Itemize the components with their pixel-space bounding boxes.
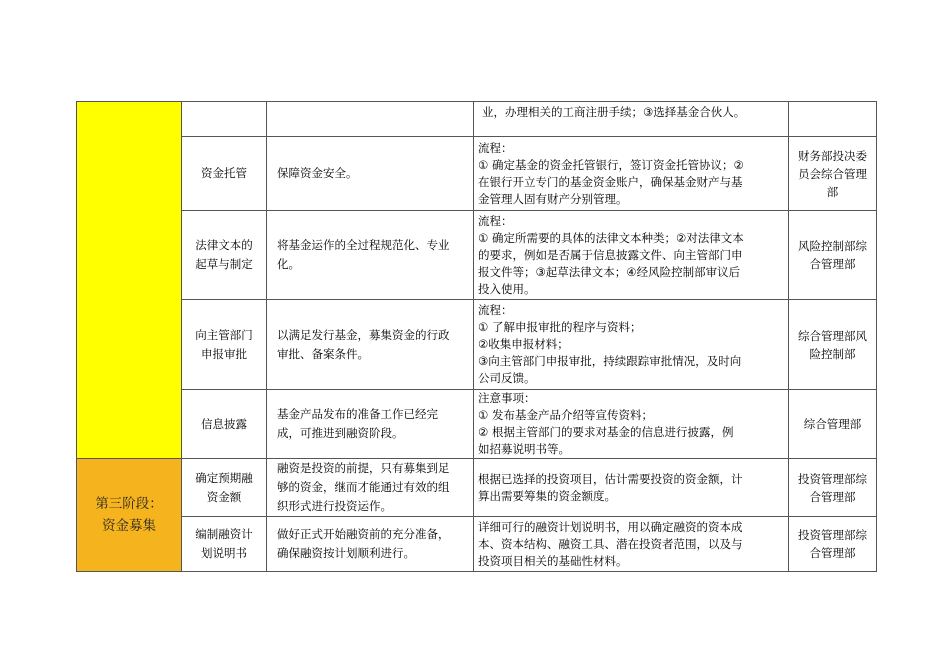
text-line: 业，办理相关的工商注册手续；③选择基金合伙人。 <box>482 105 746 119</box>
text-line: 员会综合管理 <box>798 166 867 181</box>
department-cell <box>789 517 877 572</box>
department-cell <box>789 390 877 459</box>
stage-3-label-line1: 第三阶段： <box>95 496 163 512</box>
purpose-cell <box>267 137 474 211</box>
table-row <box>77 211 877 300</box>
department-cell <box>789 459 877 517</box>
text-line: 投资管理部综 <box>798 528 867 542</box>
text-line: 法律文本的 <box>195 238 253 252</box>
text-line: 在银行开立专门的基金资金账户，确保基金财产与基 <box>478 174 743 189</box>
text-line: ②收集申报材料； <box>478 337 569 351</box>
text-line: 报文件等；③起草法律文本；④经风险控制部审议后 <box>478 264 741 279</box>
department-cell <box>789 102 877 137</box>
text-line: 化。 <box>277 257 300 271</box>
text-line: 投资管理部综 <box>798 471 867 486</box>
text-line: 融资是投资的前提，只有募集到足 <box>277 461 450 475</box>
text-line: 投资项目相关的基础性材料。 <box>478 553 628 568</box>
process-cell <box>474 102 789 137</box>
text-line: 如招募说明书等。 <box>478 442 570 456</box>
text-line: ② 根据主管部门的要求对基金的信息进行披露，例 <box>478 425 734 439</box>
process-cell <box>474 211 789 300</box>
text-line: 流程： <box>478 140 513 155</box>
text-line: 申报审批 <box>201 346 247 361</box>
text-line: 审批、备案条件。 <box>277 346 369 361</box>
item-cell <box>182 390 267 459</box>
fund-workflow-table <box>76 101 877 572</box>
item-cell <box>182 459 267 517</box>
text-line: 投入使用。 <box>478 281 536 296</box>
text-line: 合管理部 <box>809 489 856 504</box>
table-row <box>77 102 877 137</box>
text-line: 的要求，例如是否属于信息披露文件、向主管部门申 <box>478 247 743 262</box>
text-line: 信息披露 <box>201 416 247 431</box>
purpose-cell <box>267 459 474 517</box>
stage-3-cell <box>77 459 182 572</box>
text-line: 详细可行的融资计划说明书，用以确定融资的资本成 <box>478 519 743 534</box>
text-line: 够的资金，继而才能通过有效的组 <box>277 480 450 494</box>
text-line: 风险控制部综 <box>798 239 867 253</box>
text-line: 注意事项： <box>478 391 536 405</box>
item-cell <box>182 102 267 137</box>
text-line: 综合管理部风 <box>798 328 867 343</box>
department-cell <box>789 211 877 300</box>
text-line: 起草与制定 <box>195 257 253 271</box>
text-line: 算出需要筹集的资金额度。 <box>478 488 616 503</box>
text-line: 部 <box>826 184 839 199</box>
text-line: 基金产品发布的准备工作已经完 <box>277 407 438 421</box>
process-cell <box>474 517 789 572</box>
text-line: 保障资金安全。 <box>277 166 358 180</box>
table-row <box>77 459 877 517</box>
text-line: ① 确定所需要的具体的法律文本种类；②对法律文本 <box>478 230 744 245</box>
text-line: 金管理人固有财产分别管理。 <box>478 191 628 206</box>
department-cell <box>789 137 877 211</box>
text-line: 以满足发行基金，募集资金的行政 <box>277 327 450 342</box>
text-line: 成，可推进到融资阶段。 <box>277 426 404 440</box>
text-line: 确定预期融 <box>195 470 253 485</box>
item-cell <box>182 517 267 572</box>
process-cell <box>474 300 789 390</box>
text-line: 本、资本结构、融资工具、潜在投资者范围，以及与 <box>478 536 743 551</box>
text-line: 编制融资计 <box>195 527 253 541</box>
text-line: 流程： <box>478 213 513 228</box>
text-line: 将基金运作的全过程规范化、专业 <box>277 238 450 252</box>
text-line: 做好正式开始融资前的充分准备， <box>277 527 450 541</box>
table-row <box>77 390 877 459</box>
text-line: 合管理部 <box>809 546 856 560</box>
text-line: 财务部投决委 <box>798 148 867 163</box>
text-line: 根据已选择的投资项目，估计需要投资的资金额，计 <box>478 471 743 486</box>
text-line: 流程： <box>478 303 513 317</box>
purpose-cell <box>267 517 474 572</box>
table-row <box>77 137 877 211</box>
text-line: 综合管理部 <box>803 417 862 431</box>
stage-2-cell <box>77 102 182 459</box>
text-line: 合管理部 <box>809 257 856 271</box>
text-line: ① 确定基金的资金托管银行，签订资金托管协议；② <box>478 157 744 172</box>
text-line: 织形式进行投资运作。 <box>277 499 392 513</box>
process-cell <box>474 459 789 517</box>
text-line: 资金额 <box>206 489 242 504</box>
purpose-cell <box>267 300 474 390</box>
text-line: 划说明书 <box>201 546 247 560</box>
table-row <box>77 517 877 572</box>
process-cell <box>474 390 789 459</box>
purpose-cell <box>267 211 474 300</box>
item-cell <box>182 211 267 300</box>
process-cell <box>474 137 789 211</box>
item-cell <box>182 300 267 390</box>
text-line: ① 了解申报审批的程序与资料； <box>478 320 642 334</box>
text-line: ③向主管部门申报审批，持续跟踪审批情况，及时向 <box>478 354 742 368</box>
table-row <box>77 300 877 390</box>
text-line: 资金托管 <box>201 166 247 180</box>
text-line: ① 发布基金产品介绍等宣传资料； <box>478 408 653 422</box>
text-line: 确保融资按计划顺利进行。 <box>277 546 415 560</box>
purpose-cell <box>267 102 474 137</box>
text-line: 公司反馈。 <box>478 371 536 385</box>
text-line: 险控制部 <box>809 346 856 361</box>
purpose-cell <box>267 390 474 459</box>
text-line: 向主管部门 <box>195 327 253 342</box>
item-cell <box>182 137 267 211</box>
department-cell <box>789 300 877 390</box>
stage-3-label-line2: 资金募集 <box>102 518 156 534</box>
